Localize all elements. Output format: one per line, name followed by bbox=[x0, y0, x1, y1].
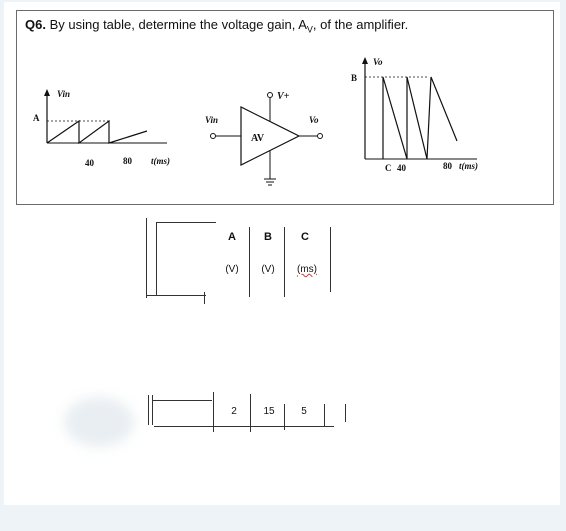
header-b: B bbox=[264, 231, 272, 243]
table1-top-border bbox=[156, 222, 216, 223]
vin-axis-label: Vin bbox=[57, 89, 71, 99]
table2-top-border bbox=[152, 400, 212, 401]
amp-output-label: Vo bbox=[309, 115, 319, 125]
input-tick-80: 80 bbox=[123, 156, 132, 166]
table2-divider-3 bbox=[284, 404, 285, 430]
table1-stub bbox=[204, 292, 205, 304]
table2-divider-2 bbox=[250, 394, 251, 432]
unit-c bbox=[288, 264, 326, 275]
input-tick-40: 40 bbox=[85, 158, 94, 168]
header-c: C bbox=[301, 231, 309, 243]
question-number: Q6. bbox=[25, 17, 46, 32]
output-tick-40: 40 bbox=[397, 163, 406, 173]
table1-divider-bc bbox=[284, 227, 285, 297]
value-a: 2 bbox=[231, 406, 237, 417]
table1-right-border bbox=[330, 227, 331, 292]
question-box bbox=[16, 10, 554, 205]
amplifier-symbol bbox=[205, 91, 323, 185]
point-b-label: B bbox=[351, 73, 358, 83]
table1-left-border bbox=[146, 218, 147, 298]
question-text bbox=[25, 17, 408, 35]
question-body: By using table, determine the voltage gain, A bbox=[49, 17, 307, 32]
output-tick-80: 80 bbox=[443, 161, 452, 171]
table2-left-border bbox=[148, 395, 149, 425]
gain-subscript: V bbox=[306, 24, 313, 35]
input-signal-graph bbox=[33, 89, 170, 168]
bottom-margin bbox=[0, 505, 566, 531]
table2-divider-4 bbox=[324, 404, 325, 426]
table2-bottom-border bbox=[154, 426, 334, 427]
table2-right-border bbox=[345, 404, 346, 422]
unit-c-text: (ms) bbox=[297, 264, 317, 275]
header-a: A bbox=[228, 231, 236, 243]
table1-divider-ab bbox=[249, 227, 250, 297]
amp-gain-label: AV bbox=[251, 133, 265, 144]
value-b: 15 bbox=[263, 406, 275, 417]
question-body-end: , of the amplifier. bbox=[312, 17, 409, 32]
worksheet-page bbox=[4, 2, 560, 527]
vo-axis-label: Vo bbox=[373, 57, 383, 67]
unit-b: (V) bbox=[261, 264, 275, 275]
output-time-label: t(ms) bbox=[459, 161, 478, 171]
point-c-label: C bbox=[385, 163, 392, 173]
table1-left-inner-border bbox=[156, 222, 157, 296]
output-signal-graph bbox=[351, 57, 478, 173]
table1-bottom-border bbox=[146, 295, 206, 296]
amplifier-figure bbox=[17, 41, 553, 201]
input-time-label: t(ms) bbox=[151, 156, 170, 166]
amp-supply-label: V+ bbox=[277, 91, 290, 102]
smudge bbox=[64, 397, 134, 447]
table2-divider-1 bbox=[213, 392, 214, 432]
point-a-label: A bbox=[33, 113, 40, 123]
amp-input-label: Vin bbox=[205, 115, 219, 125]
value-c: 5 bbox=[301, 406, 307, 417]
unit-a: (V) bbox=[225, 264, 239, 275]
